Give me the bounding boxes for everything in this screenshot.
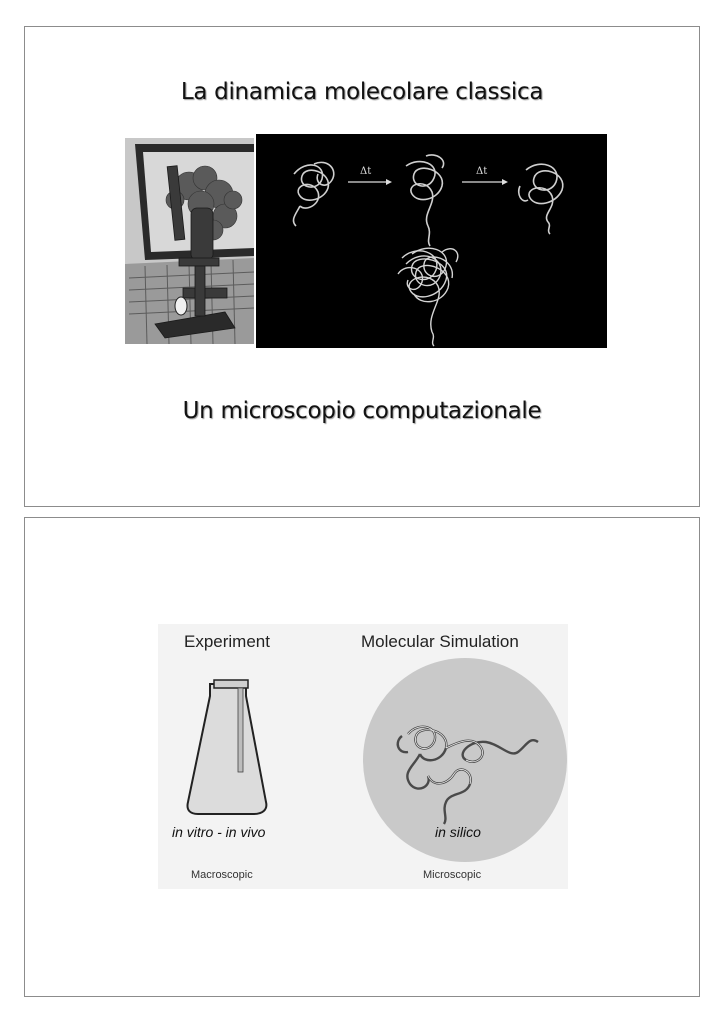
flask-neck bbox=[214, 680, 248, 688]
in-vitro-label: in vitro - in vivo bbox=[172, 824, 266, 840]
protein-snapshot-2 bbox=[406, 155, 444, 246]
flask-rod bbox=[238, 688, 243, 772]
slide-subtitle: Un microscopio computazionale bbox=[182, 398, 542, 424]
slide-1 bbox=[24, 26, 700, 507]
protein-snapshot-3 bbox=[519, 164, 563, 234]
in-silico-label: in silico bbox=[435, 824, 481, 840]
experiment-vs-simulation-figure bbox=[158, 624, 568, 889]
md-trajectory-figure bbox=[256, 134, 607, 348]
microscopic-caption: Microscopic bbox=[423, 869, 482, 881]
protein-snapshot-1 bbox=[293, 162, 333, 226]
slide-title: La dinamica molecolare classica bbox=[180, 79, 544, 105]
slide-2 bbox=[24, 517, 700, 997]
figure-graphics bbox=[158, 624, 568, 889]
time-step-label-2: Δt bbox=[476, 166, 488, 177]
simulation-heading: Molecular Simulation bbox=[361, 632, 519, 651]
macroscopic-caption: Macroscopic bbox=[191, 869, 253, 881]
flask-icon bbox=[187, 684, 266, 814]
protein-ensemble bbox=[398, 248, 458, 346]
laptop-microscope-image bbox=[125, 138, 254, 344]
experiment-heading: Experiment bbox=[184, 632, 270, 651]
md-trajectory-panel bbox=[256, 134, 607, 348]
time-step-label-1: Δt bbox=[360, 166, 372, 177]
